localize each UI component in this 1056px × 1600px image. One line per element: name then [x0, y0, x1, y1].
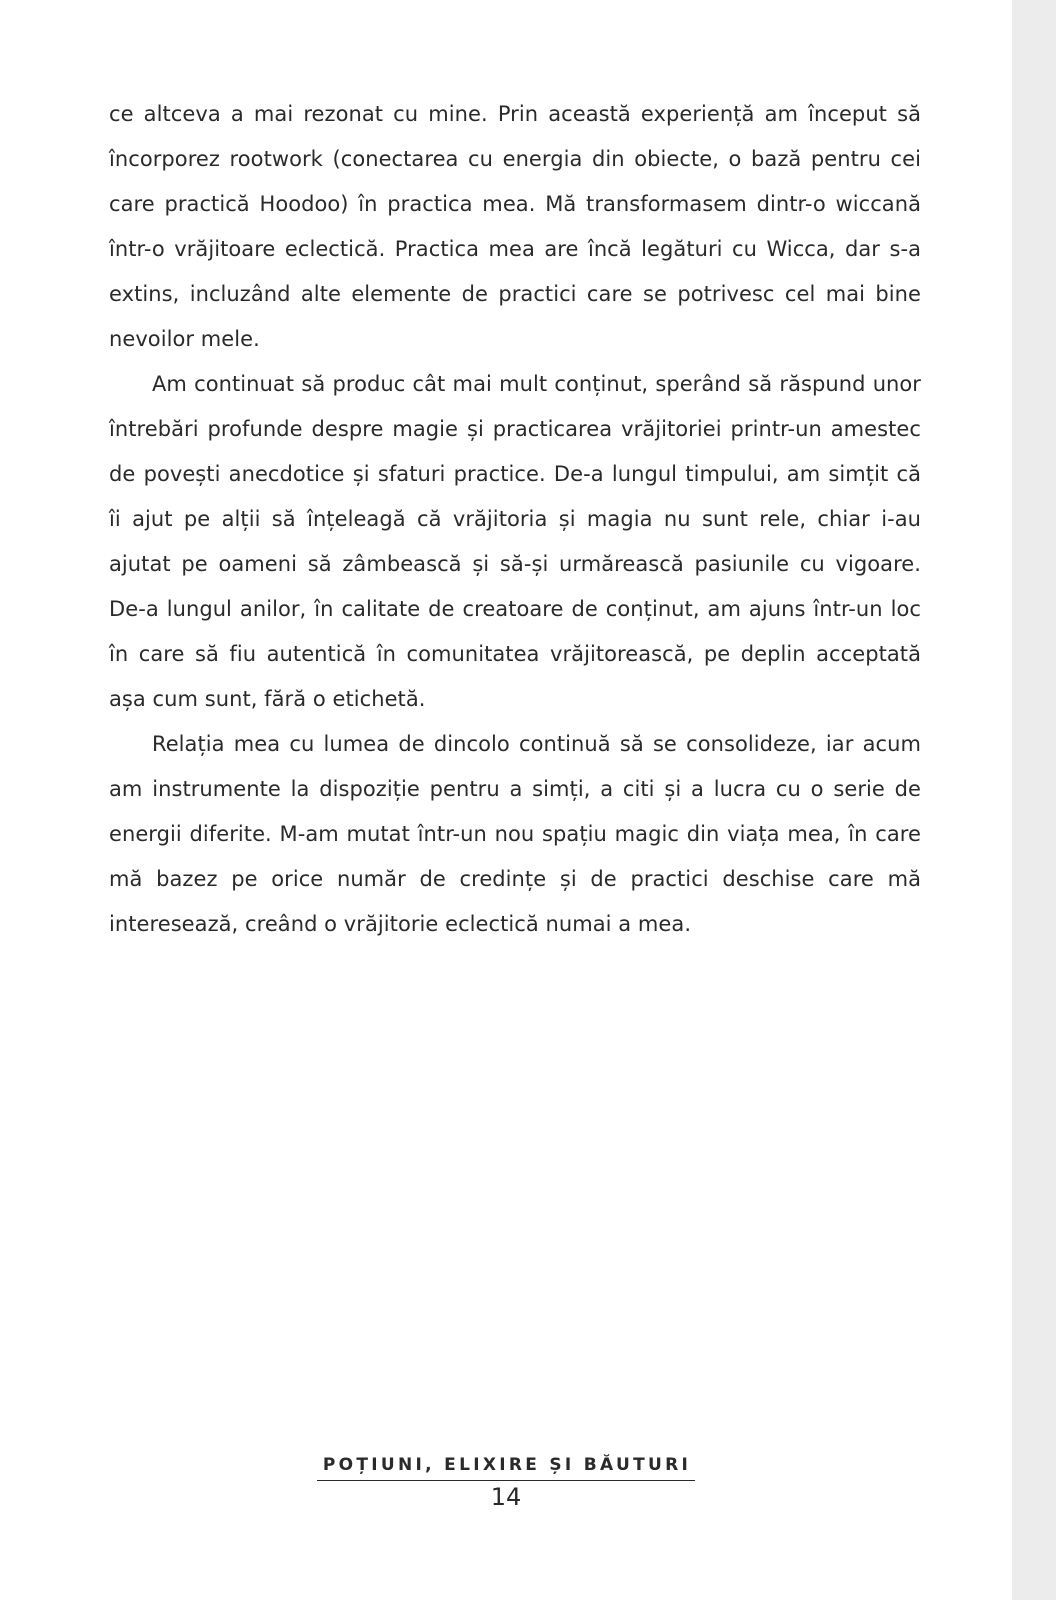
paragraph-continued: ce altceva a mai rezonat cu mine. Prin această experiență am început să încorporez rootwork (conectarea cu energia din obiecte, o bază pentru cei care practică Hoodoo) în practica mea. Mă transformasem dintr-o wiccană într-o vrăjitoare eclectică. Practica mea are încă legături cu Wicca, dar s-a extins, incluzând alte elemente de practici care se potrivesc cel mai bine nevoilor mele.: [109, 102, 921, 351]
running-title: POȚIUNI, ELIXIRE ȘI BĂUTURI: [317, 1455, 695, 1481]
paragraph: Am continuat să produc cât mai mult conținut, sperând să răspund unor întrebări profunde despre magie și practicarea vrăjitoriei printr-un amestec de povești anecdotice și sfaturi practice. De-a lungul timpului, am simțit că îi ajut pe alții să înțeleagă că vrăjitoria și magia nu sunt rele, chiar i-au ajutat pe oameni să zâmbească și să-și urmărească pasiunile cu vigoare. De-a lungul anilor, în calitate de creatoare de conținut, am ajuns într-un loc în care să fiu autentică în comunitatea vrăjitorească, pe deplin acceptată așa cum sunt, fără o etichetă.: [109, 372, 921, 711]
page-body: [109, 92, 921, 947]
paragraph: Relația mea cu lumea de dincolo continuă să se consolideze, iar acum am instrumente la dispoziție pentru a simți, a citi și a lucra cu o serie de energii diferite. M-am mutat într-un nou spațiu magic din viața mea, în care mă bazez pe orice număr de credințe și de practici deschise care mă interesează, creând o vrăjitorie eclectică numai a mea.: [109, 732, 921, 936]
page-number: 14: [490, 1483, 522, 1511]
page-edge-strip: [1012, 0, 1056, 1600]
page-footer: [0, 1455, 1012, 1511]
